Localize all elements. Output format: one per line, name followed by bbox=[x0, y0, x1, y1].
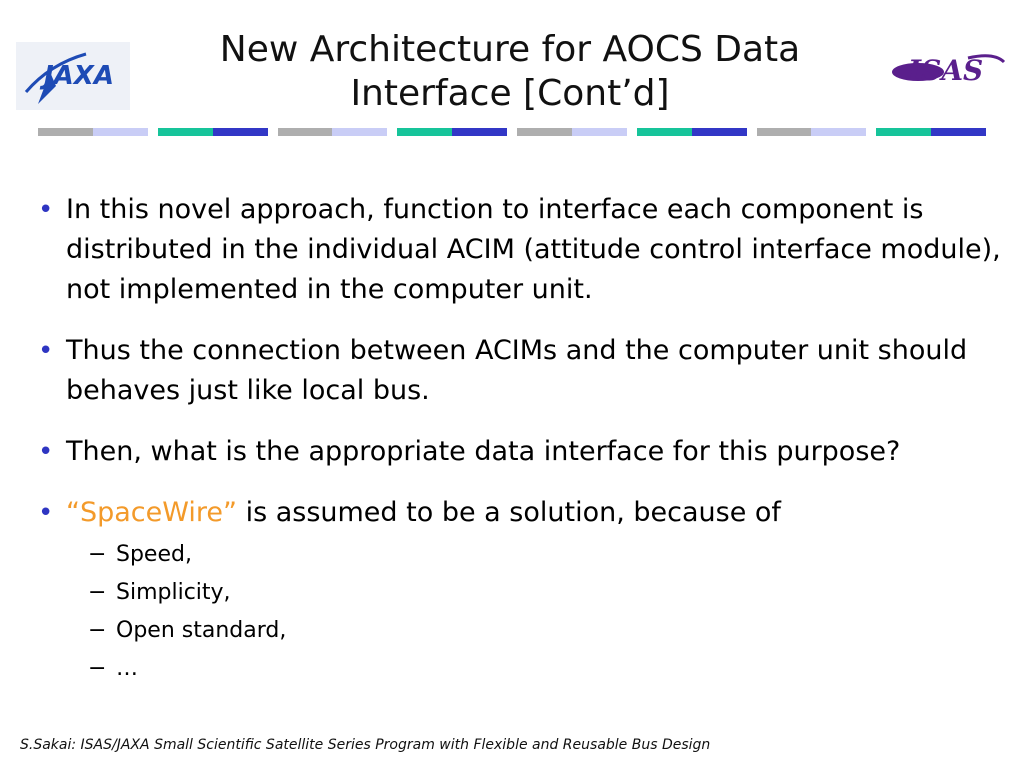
title-line-2: Interface [Cont’d] bbox=[350, 73, 670, 114]
bullet-text: In this novel approach, function to interface each component is distributed in the individual ACIM (attitude control interface module), not implemented in the computer unit. bbox=[66, 194, 1001, 305]
bullet-item bbox=[38, 190, 1008, 310]
divider-segment bbox=[397, 128, 507, 136]
bullet-item bbox=[38, 432, 1008, 472]
slide-body bbox=[38, 190, 1008, 688]
spacewire-highlight: “SpaceWire” bbox=[66, 497, 237, 528]
divider-segment bbox=[637, 128, 747, 136]
divider-segment bbox=[38, 128, 148, 136]
slide-title bbox=[150, 28, 870, 116]
bullet-marker: • bbox=[38, 498, 54, 528]
sub-bullet-marker: − bbox=[88, 580, 107, 605]
divider-segment bbox=[757, 128, 867, 136]
svg-text:ISAS: ISAS bbox=[908, 54, 984, 87]
bullet-marker: • bbox=[38, 437, 54, 467]
slide-footer: S.Sakai: ISAS/JAXA Small Scientific Satellite Series Program with Flexible and Reusable Bus Design bbox=[20, 737, 711, 753]
bullet-marker: • bbox=[38, 195, 54, 225]
sub-bullet-item bbox=[88, 536, 1008, 574]
divider-segment bbox=[517, 128, 627, 136]
sub-bullet-text: … bbox=[116, 656, 138, 681]
divider-segment bbox=[278, 128, 388, 136]
sub-bullet-marker: − bbox=[88, 656, 107, 681]
divider-segment bbox=[158, 128, 268, 136]
svg-text:JAXA: JAXA bbox=[44, 61, 114, 91]
bullet-item bbox=[38, 493, 1008, 533]
bullet-text-rest: is assumed to be a solution, because of bbox=[236, 497, 781, 528]
sub-bullet-item bbox=[88, 612, 1008, 650]
sub-bullet-text: Simplicity, bbox=[116, 580, 231, 605]
bullet-text: Thus the connection between ACIMs and the computer unit should behaves just like local bus. bbox=[66, 335, 968, 406]
bullet-item bbox=[38, 331, 1008, 411]
sub-bullet-marker: − bbox=[88, 618, 107, 643]
bullet-marker: • bbox=[38, 336, 54, 366]
sub-bullet-text: Speed, bbox=[116, 542, 192, 567]
jaxa-logo bbox=[16, 42, 130, 110]
sub-bullet-item bbox=[88, 650, 1008, 688]
sub-bullet-list bbox=[88, 536, 1008, 688]
sub-bullet-text: Open standard, bbox=[116, 618, 287, 643]
title-line-1: New Architecture for AOCS Data bbox=[219, 29, 801, 70]
sub-bullet-item bbox=[88, 574, 1008, 612]
bullet-text bbox=[66, 493, 1008, 533]
divider-segment bbox=[876, 128, 986, 136]
title-divider bbox=[38, 128, 986, 136]
sub-bullet-marker: − bbox=[88, 542, 107, 567]
isas-logo bbox=[890, 50, 1008, 90]
bullet-text: Then, what is the appropriate data interface for this purpose? bbox=[66, 436, 901, 467]
